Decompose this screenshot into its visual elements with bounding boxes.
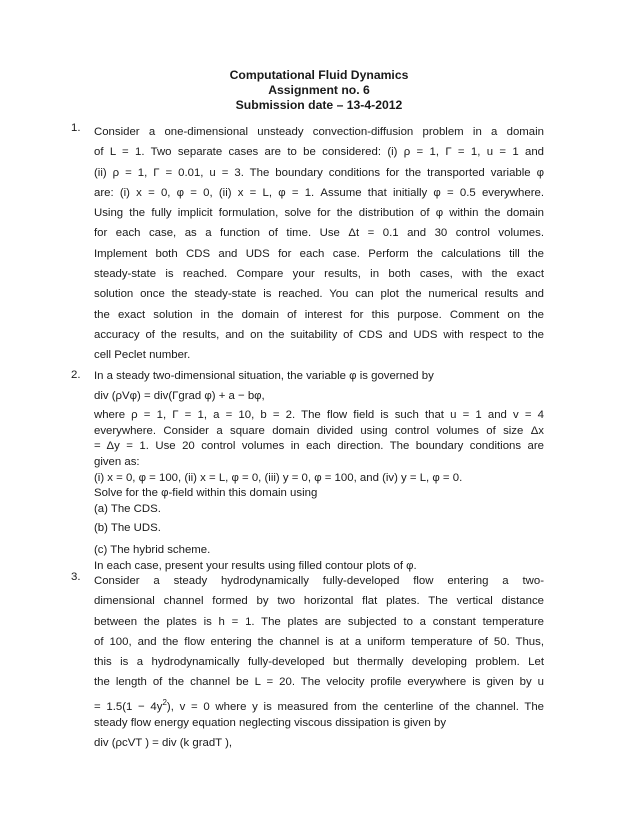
question-line: are: (i) x = 0, φ = 0, (ii) x = L, φ = 1. Assume that initially φ = 0.5 everywhere. bbox=[94, 186, 544, 199]
question-3 bbox=[71, 571, 544, 754]
question-line: Consider a one-dimensional unsteady convection-diffusion problem in a domain bbox=[94, 126, 544, 138]
question-line: of 100, and the flow entering the channel is at a uniform temperature of 50. Thus, bbox=[94, 635, 544, 648]
question-1 bbox=[71, 122, 544, 366]
boundary-conditions: (i) x = 0, φ = 100, (ii) x = L, φ = 0, (iii) y = 0, φ = 100, and (iv) y = L, φ = 0. bbox=[94, 471, 463, 484]
question-line: this is a hydrodynamically fully-developed but thermally developing problem. Let bbox=[94, 656, 544, 669]
question-line: for each case, as a function of time. Use Δt = 0.1 and 30 control volumes. bbox=[94, 227, 544, 240]
question-line: Consider a steady hydrodynamically fully-developed flow entering a two- bbox=[94, 575, 544, 587]
question-line: given as: bbox=[94, 455, 140, 468]
question-line: accuracy of the results, and on the suitability of CDS and UDS with respect to the bbox=[94, 328, 544, 341]
question-line: Using the fully implicit formulation, solve for the distribution of φ within the domain bbox=[94, 207, 544, 220]
assignment-number: Assignment no. 6 bbox=[268, 83, 370, 97]
velocity-profile-line bbox=[94, 693, 544, 713]
submission-date: Submission date – 13-4-2012 bbox=[235, 98, 403, 112]
question-line: = Δy = 1. Use 20 control volumes in each direction. The boundary conditions are bbox=[94, 440, 544, 453]
option-cds: (a) The CDS. bbox=[94, 502, 161, 515]
question-line: steady-state is reached. Compare your results, in both cases, with the exact bbox=[94, 268, 544, 281]
velocity-profile-start: = 1.5(1 − 4y bbox=[94, 700, 163, 713]
question-line: between the plates is h = 1. The plates are subjected to a constant temperature bbox=[94, 615, 544, 628]
document-header bbox=[0, 68, 638, 113]
question-line: everywhere. Consider a square domain divided using control volumes of size Δx bbox=[94, 424, 544, 437]
option-hybrid: (c) The hybrid scheme. bbox=[94, 543, 211, 556]
course-title: Computational Fluid Dynamics bbox=[229, 68, 409, 82]
question-line: dimensional channel formed by two horizontal flat plates. The vertical distance bbox=[94, 595, 544, 608]
option-uds: (b) The UDS. bbox=[94, 522, 161, 535]
question-number: 3. bbox=[71, 571, 81, 583]
question-line: In each case, present your results using filled contour plots of φ. bbox=[94, 559, 417, 572]
question-line: the length of the channel be L = 20. The velocity profile everywhere is given by u bbox=[94, 676, 544, 689]
question-line: where ρ = 1, Γ = 1, a = 10, b = 2. The flow field is such that u = 1 and v = 4 bbox=[94, 409, 544, 422]
question-2 bbox=[71, 369, 544, 574]
question-line: steady flow energy equation neglecting viscous dissipation is given by bbox=[94, 717, 447, 730]
question-line: solution once the steady-state is reached. You can plot the numerical results and bbox=[94, 288, 544, 301]
question-line: of L = 1. Two separate cases are to be considered: (i) ρ = 1, Γ = 1, u = 1 and bbox=[94, 146, 544, 159]
governing-equation: div (ρVφ) = div(Γgrad φ) + a − bφ, bbox=[94, 389, 265, 402]
question-line: Implement both CDS and UDS for each case. Perform the calculations till the bbox=[94, 247, 544, 260]
question-line: In a steady two-dimensional situation, the variable φ is governed by bbox=[94, 370, 434, 382]
question-line: (ii) ρ = 1, Γ = 0.01, u = 3. The boundary conditions for the transported variable φ bbox=[94, 166, 544, 179]
question-line: Solve for the φ-field within this domain using bbox=[94, 487, 318, 500]
energy-equation: div (ρcVT ) = div (k gradT ), bbox=[94, 737, 233, 750]
question-line: cell Peclet number. bbox=[94, 349, 191, 362]
question-line: the exact solution in the domain of interest for this purpose. Comment on the bbox=[94, 308, 544, 321]
velocity-profile-end: ), v = 0 where y is measured from the centerline of the channel. The bbox=[166, 700, 544, 713]
question-number: 2. bbox=[71, 369, 81, 381]
question-number: 1. bbox=[71, 122, 81, 134]
exponent: 2 bbox=[162, 697, 167, 707]
